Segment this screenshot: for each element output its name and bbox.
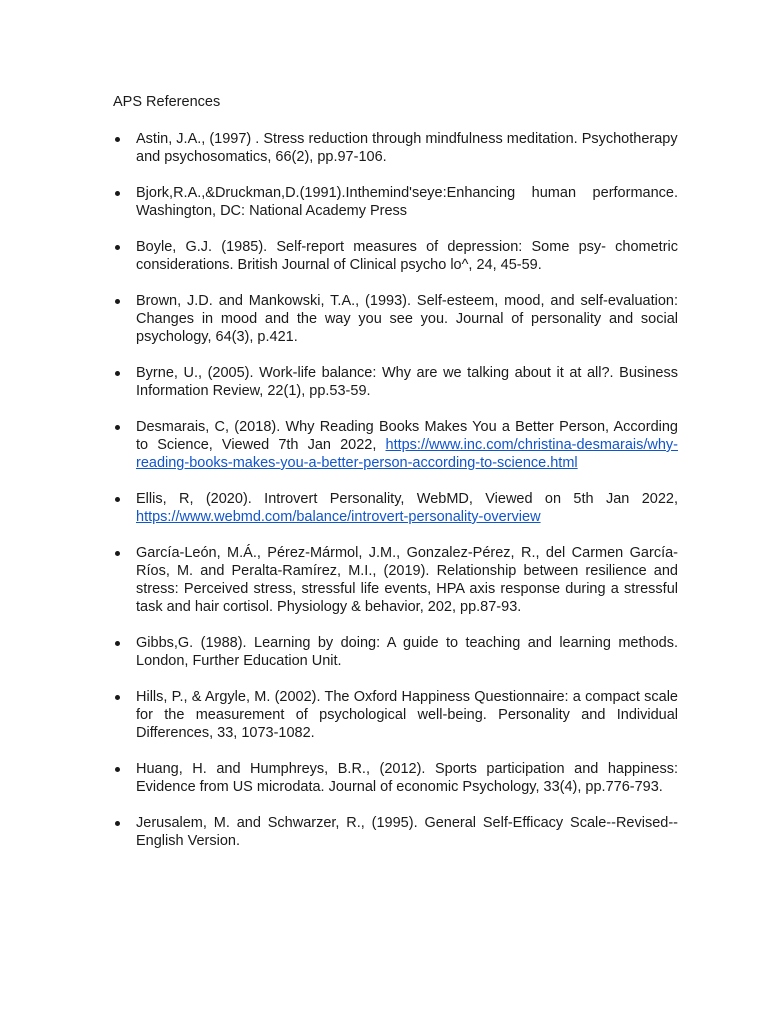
reference-item xyxy=(113,814,678,850)
reference-item xyxy=(113,238,678,274)
reference-item xyxy=(113,544,678,616)
reference-text: Bjork,R.A.,&Druckman,D.(1991).Inthemind'seye:Enhancing human performance. Washington, DC: National Academy Press xyxy=(136,185,678,219)
reference-text: Astin, J.A., (1997) . Stress reduction through mindfulness meditation. Psychotherapy and psychosomatics, 66(2), pp.97-106. xyxy=(136,131,678,165)
reference-item xyxy=(113,130,678,166)
reference-item xyxy=(113,364,678,400)
reference-link[interactable]: https://www.inc.com/christina-desmarais/why-reading-books-makes-you-a-better-person-according-to-science.html xyxy=(136,437,678,471)
reference-text: Gibbs,G. (1988). Learning by doing: A guide to teaching and learning methods. London, Further Education Unit. xyxy=(136,635,678,669)
reference-item xyxy=(113,760,678,796)
reference-item xyxy=(113,184,678,220)
reference-item xyxy=(113,688,678,742)
reference-text: Ellis, R, (2020). Introvert Personality, WebMD, Viewed on 5th Jan 2022, xyxy=(136,491,678,507)
page-title: APS References xyxy=(113,94,221,110)
reference-item xyxy=(113,490,678,526)
reference-text: Huang, H. and Humphreys, B.R., (2012). Sports participation and happiness: Evidence from US microdata. Journal of economic Psychology, 33(4), pp.776-793. xyxy=(136,761,678,795)
reference-list xyxy=(113,130,678,868)
reference-text: García-León, M.Á., Pérez-Mármol, J.M., Gonzalez-Pérez, R., del Carmen García-Ríos, M. and Peralta-Ramírez, M.I., (2019). Relationship between resilience and stress: Perceived stress, stressful life events, HPA axis response during a stressful task and hair cortisol. Physiology & behavior, 202, pp.87-93. xyxy=(136,545,678,615)
reference-text: Byrne, U., (2005). Work-life balance: Why are we talking about it at all?. Business Information Review, 22(1), pp.53-59. xyxy=(136,365,678,399)
reference-item xyxy=(113,292,678,346)
reference-text: Hills, P., & Argyle, M. (2002). The Oxford Happiness Questionnaire: a compact scale for the measurement of psychological well-being. Personality and Individual Differences, 33, 1073-1082. xyxy=(136,689,678,741)
reference-item xyxy=(113,634,678,670)
reference-link[interactable]: https://www.webmd.com/balance/introvert-personality-overview xyxy=(136,509,541,525)
reference-text: Brown, J.D. and Mankowski, T.A., (1993). Self-esteem, mood, and self-evaluation: Changes in mood and the way you see you. Journal of personality and social psychology, 64(3), p.421. xyxy=(136,293,678,345)
reference-text: Boyle, G.J. (1985). Self-report measures of depression: Some psy- chometric considerations. British Journal of Clinical psycho lo^, 24, 45-59. xyxy=(136,239,678,273)
reference-text: Jerusalem, M. and Schwarzer, R., (1995). General Self-Efficacy Scale--Revised--English Version. xyxy=(136,815,678,849)
reference-text: Desmarais, C, (2018). Why Reading Books Makes You a Better Person, According to Science, Viewed 7th Jan 2022, xyxy=(136,419,678,453)
reference-item xyxy=(113,418,678,472)
